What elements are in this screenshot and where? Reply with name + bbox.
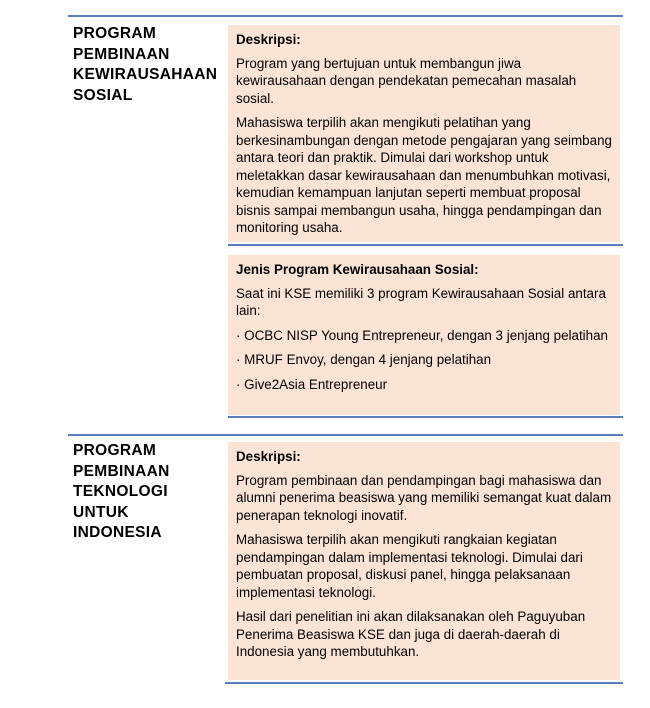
section2-description-paragraph-3: Hasil dari penelitian ini akan dilaksanakan oleh Paguyuban Penerima Beasiswa KSE dan juga di daerah-daerah di Indonesia yang membutuhkan. bbox=[236, 609, 586, 659]
section2-title: PROGRAM PEMBINAAN TEKNOLOGI UNTUK INDONESIA bbox=[73, 442, 170, 541]
section2-description-paragraph-2: Mahasiswa terpilih akan mengikuti rangkaian kegiatan pendampingan dalam implementasi teknologi. Dimulai dari pembuatan proposal, diskusi panel, hingga pelaksanaan implementasi teknologi. bbox=[236, 532, 583, 600]
section1-bottom-rule bbox=[228, 416, 623, 418]
section2-description-paragraph-1: Program pembinaan dan pendampingan bagi mahasiswa dan alumni penerima beasiswa yang memiliki semangat kuat dalam penerapan teknologi inovatif. bbox=[236, 472, 612, 523]
section1-types-item-3: · Give2Asia Entrepreneur bbox=[236, 376, 388, 392]
section1-types-item-2: · MRUF Envoy, dengan 4 jenjang pelatihan bbox=[236, 352, 492, 367]
section1-description-paragraph-2: Mahasiswa terpilih akan mengikuti pelatihan yang berkesinambungan dengan metode pengajaran yang seimbang antara teori dan praktik. Dimulai dari workshop untuk meletakkan dasar kewirausahaan dan menumbuhkan motivasi, kemudian kemampuan lanjutan seperti membuat proposal bisnis sampai membangun usaha, hingga pendampingan dan monitoring usaha. bbox=[236, 115, 612, 235]
section2-description-panel bbox=[228, 442, 620, 680]
section1-types-item-1: · OCBC NISP Young Entrepreneur, dengan 3 jenjang pelatihan bbox=[236, 327, 608, 343]
section1-middle-rule bbox=[228, 244, 623, 246]
section1-description-heading: Deskripsi: bbox=[236, 32, 301, 47]
section1-description-panel bbox=[228, 25, 620, 242]
section1-title: PROGRAM PEMBINAAN KEWIRAUSAHAAN SOSIAL bbox=[73, 25, 218, 104]
section2-bottom-rule bbox=[225, 682, 623, 684]
section2-top-rule bbox=[68, 434, 623, 436]
section1-types-intro: Saat ini KSE memiliki 3 program Kewirausahaan Sosial antara lain: bbox=[236, 285, 606, 318]
section1-top-rule bbox=[68, 15, 623, 17]
section2-description-heading: Deskripsi: bbox=[236, 449, 301, 464]
section1-description-paragraph-1: Program yang bertujuan untuk membangun jiwa kewirausahaan dengan pendekatan pemecahan masalah sosial. bbox=[236, 55, 577, 106]
section1-types-panel bbox=[228, 255, 620, 415]
section1-types-heading: Jenis Program Kewirausahaan Sosial: bbox=[236, 262, 479, 277]
